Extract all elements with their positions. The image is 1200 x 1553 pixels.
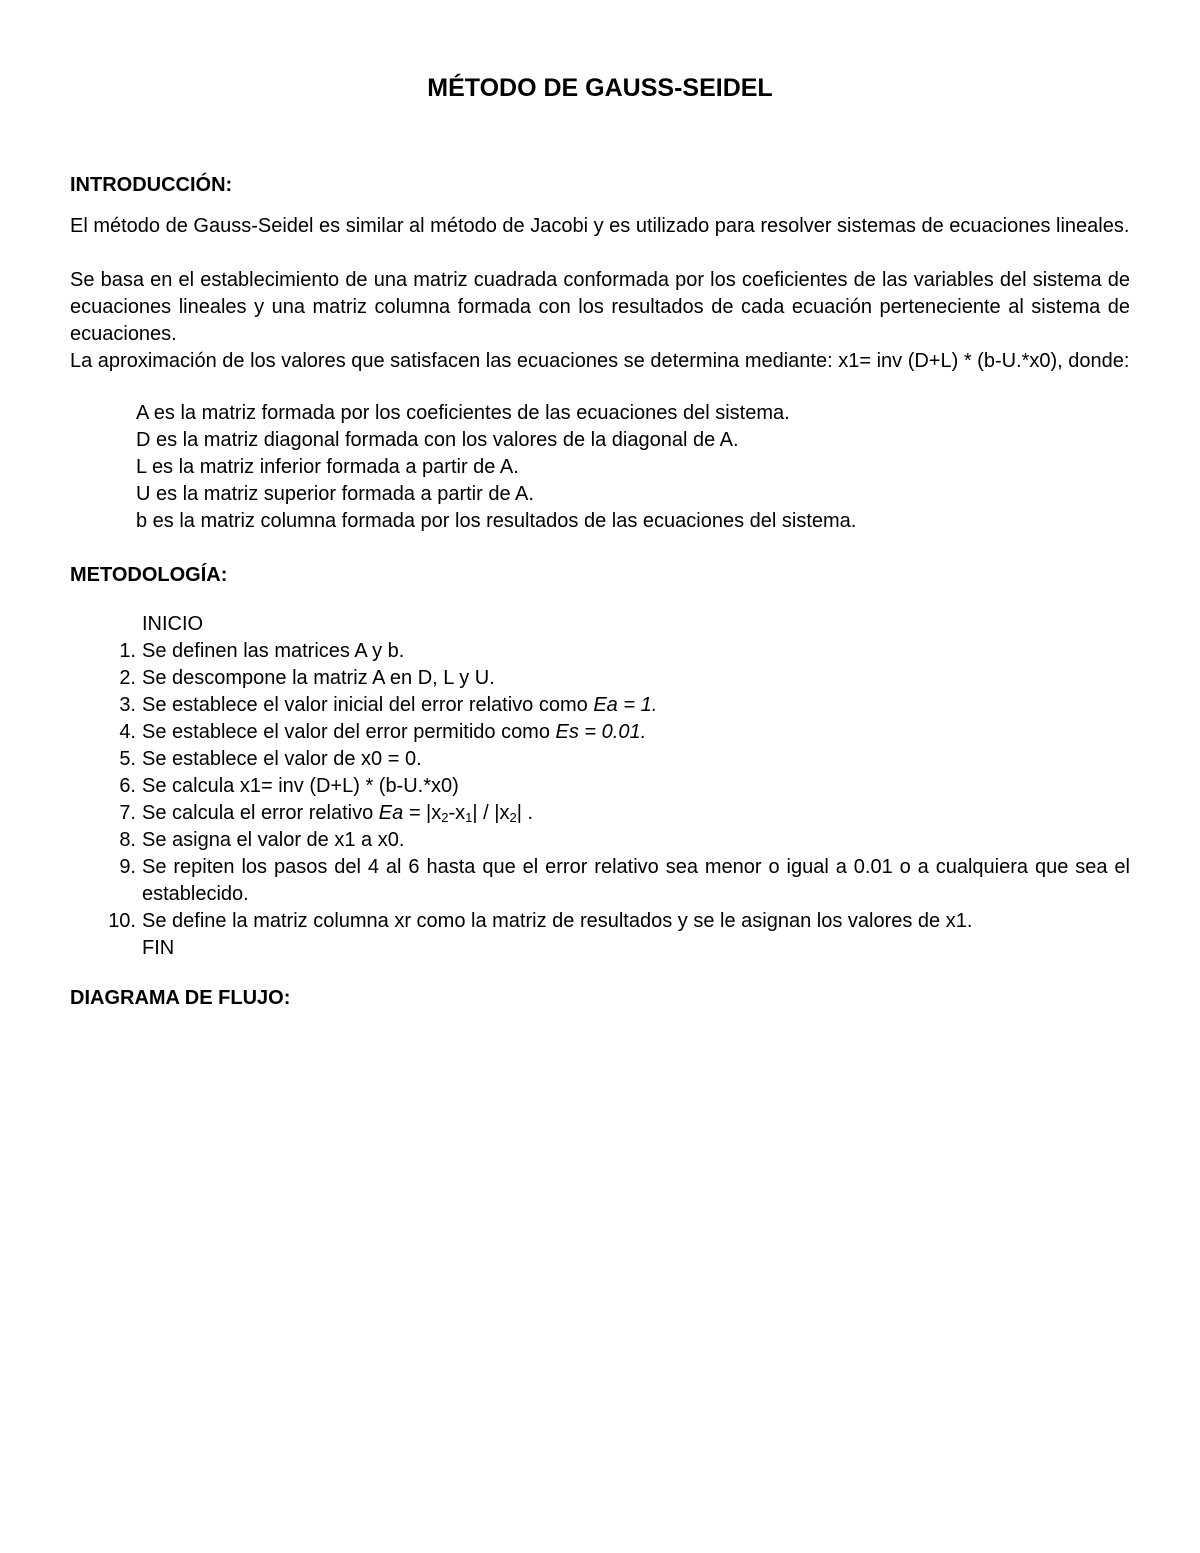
step-text: Se asigna el valor de x1 a x0.: [142, 829, 405, 851]
definition-item: A es la matriz formada por los coeficientes de las ecuaciones del sistema.: [136, 402, 790, 424]
step-number: 10.: [108, 910, 136, 932]
end-label: FIN: [142, 937, 175, 959]
formula-subscript: 2: [509, 810, 517, 825]
step-number: 3.: [119, 694, 136, 716]
step-formula: Ea =: [378, 802, 421, 824]
step-item: [70, 773, 1130, 800]
step-number: 5.: [119, 748, 136, 770]
step-item: [70, 692, 1130, 719]
step-item: [70, 746, 1130, 773]
intro-paragraph-1: El método de Gauss-Seidel es similar al método de Jacobi y es utilizado para resolver sistemas de ecuaciones lineales.: [70, 215, 1130, 237]
step-number: 1.: [119, 640, 136, 662]
step-number: 7.: [119, 802, 136, 824]
step-number: 9.: [119, 856, 136, 878]
step-number: 2.: [119, 667, 136, 689]
step-item: [70, 908, 1130, 935]
step-text: Se repiten los pasos del 4 al 6 hasta que el error relativo sea menor o igual a 0.01 o a cualquiera que sea el establecido.: [142, 856, 1130, 905]
step-text: Se calcula x1= inv (D+L) * (b-U.*x0): [142, 775, 459, 797]
step-number: 6.: [119, 775, 136, 797]
step-text: Se define la matriz columna xr como la matriz de resultados y se le asignan los valores de x1.: [142, 910, 973, 932]
step-number: 8.: [119, 829, 136, 851]
definition-item: U es la matriz superior formada a partir de A.: [136, 483, 534, 505]
step-item: [70, 719, 1130, 746]
step-item: [70, 827, 1130, 854]
definition-list: [136, 400, 856, 535]
flow-heading: DIAGRAMA DE FLUJO:: [70, 987, 291, 1009]
step-item: [70, 665, 1130, 692]
method-steps: [70, 638, 1130, 935]
formula-part: -x: [448, 802, 466, 824]
step-text: Se establece el valor de x0 = 0.: [142, 748, 422, 770]
step-item: [70, 638, 1130, 665]
step-formula: Es = 0.01.: [555, 721, 647, 743]
intro-heading: INTRODUCCIÓN:: [70, 174, 233, 196]
formula-subscript: 2: [441, 810, 449, 825]
definition-item: L es la matriz inferior formada a partir de A.: [136, 456, 519, 478]
definition-item: b es la matriz columna formada por los resultados de las ecuaciones del sistema.: [136, 510, 857, 532]
step-text: [142, 719, 1130, 746]
page-title: MÉTODO DE GAUSS-SEIDEL: [427, 74, 773, 102]
step-text-main: Se establece el valor inicial del error relativo como: [142, 694, 594, 716]
formula-subscript: 1: [465, 810, 473, 825]
intro-paragraph-2: Se basa en el establecimiento de una matriz cuadrada conformada por los coeficientes de las variables del sistema de ecuaciones lineales y una matriz columna formada con los resultados de cada ecuación perteneciente al sistema de ecuaciones.: [70, 269, 1130, 345]
step-text-main: Se calcula el error relativo: [142, 802, 379, 824]
step-number: 4.: [119, 721, 136, 743]
intro-paragraph-3: La aproximación de los valores que satisfacen las ecuaciones se determina mediante: x1= inv (D+L) * (b-U.*x0), donde:: [70, 350, 1130, 372]
definition-item: D es la matriz diagonal formada con los valores de la diagonal de A.: [136, 429, 739, 451]
start-label: INICIO: [142, 613, 204, 635]
formula-part: | / |x: [472, 802, 510, 824]
formula-part: | .: [516, 802, 533, 824]
step-formula: Ea = 1.: [593, 694, 658, 716]
step-text: [142, 692, 1130, 719]
method-heading: METODOLOGÍA:: [70, 564, 228, 586]
step-item: [70, 854, 1130, 908]
step-item: [70, 800, 1130, 827]
step-text-main: Se establece el valor del error permitido como: [142, 721, 556, 743]
formula-part: |x: [426, 802, 442, 824]
step-text: Se descompone la matriz A en D, L y U.: [142, 667, 495, 689]
step-text: [142, 800, 1130, 827]
step-text: Se definen las matrices A y b.: [142, 640, 405, 662]
